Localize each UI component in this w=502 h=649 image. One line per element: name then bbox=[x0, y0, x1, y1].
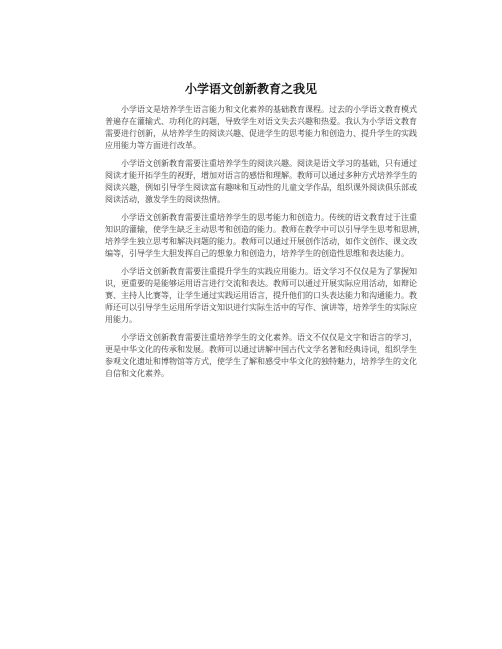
paragraph-1 bbox=[105, 104, 417, 152]
document-title: 小学语文创新教育之我见 bbox=[184, 82, 317, 96]
paragraph-2 bbox=[105, 158, 417, 206]
paragraph-line: 小学语文创新教育需要注重培养学生的阅读兴趣。阅读是语文学习的基础，只有通过 bbox=[105, 159, 417, 168]
paragraph-line: 小学语文创新教育需要注重培养学生的思考能力和创造力。传统的语文教育过于注重 bbox=[105, 213, 417, 222]
paragraph-line: 应用能力等方面进行改革。 bbox=[105, 141, 201, 150]
paragraph-line: 阅读兴趣，例如引导学生阅读富有趣味和互动性的儿童文学作品，组织课外阅读俱乐部或 bbox=[105, 183, 417, 192]
paragraph-line: 识，更重要的是能够运用语言进行交流和表达。教师可以通过开展实际应用活动，如辩论 bbox=[105, 279, 417, 288]
paragraph-line: 用能力。 bbox=[105, 315, 137, 324]
paragraph-5 bbox=[105, 332, 417, 380]
paragraph-line: 小学语文创新教育需要注重提升学生的实践应用能力。语文学习不仅仅是为了掌握知 bbox=[105, 267, 417, 276]
paragraph-3 bbox=[105, 212, 425, 260]
paragraph-line: 知识的灌输，使学生缺乏主动思考和创造的能力。教师在教学中可以引导学生思考和思辨， bbox=[105, 225, 425, 234]
paragraph-line: 培养学生独立思考和解决问题的能力。教师可以通过开展创作活动，如作文创作、课文改 bbox=[105, 237, 417, 246]
paragraph-line: 编等，引导学生大胆发挥自己的想象力和创造力，培养学生的创造性思维和表达能力。 bbox=[105, 249, 409, 258]
paragraph-line: 师还可以引导学生运用所学语文知识进行实际生活中的写作、演讲等，培养学生的实际应 bbox=[105, 303, 417, 312]
document-body bbox=[105, 104, 425, 386]
paragraph-line: 阅读活动，激发学生的阅读热情。 bbox=[105, 195, 225, 204]
paragraph-line: 小学语文是培养学生语言能力和文化素养的基础教育课程。过去的小学语文教育模式 bbox=[105, 105, 417, 114]
paragraph-line: 更是中华文化的传承和发展。教师可以通过讲解中国古代文学名著和经典诗词，组织学生 bbox=[105, 345, 417, 354]
paragraph-4 bbox=[105, 266, 417, 326]
paragraph-line: 普遍存在灌输式、功利化的问题，导致学生对语文失去兴趣和热爱。我认为小学语文教育 bbox=[105, 117, 417, 126]
paragraph-line: 赛、主持人比赛等，让学生通过实践运用语言，提升他们的口头表达能力和沟通能力。教 bbox=[105, 291, 417, 300]
paragraph-line: 阅读才能开拓学生的视野，增加对语言的感悟和理解。教师可以通过多种方式培养学生的 bbox=[105, 171, 417, 180]
paragraph-line: 自信和文化素养。 bbox=[105, 369, 169, 378]
paragraph-line: 小学语文创新教育需要注重培养学生的文化素养。语文不仅仅是文字和语言的学习， bbox=[105, 333, 417, 342]
paragraph-line: 需要进行创新，从培养学生的阅读兴趣、促进学生的思考能力和创造力、提升学生的实践 bbox=[105, 129, 417, 138]
paragraph-line: 参观文化遗址和博物馆等方式，使学生了解和感受中华文化的独特魅力，培养学生的文化 bbox=[105, 357, 417, 366]
